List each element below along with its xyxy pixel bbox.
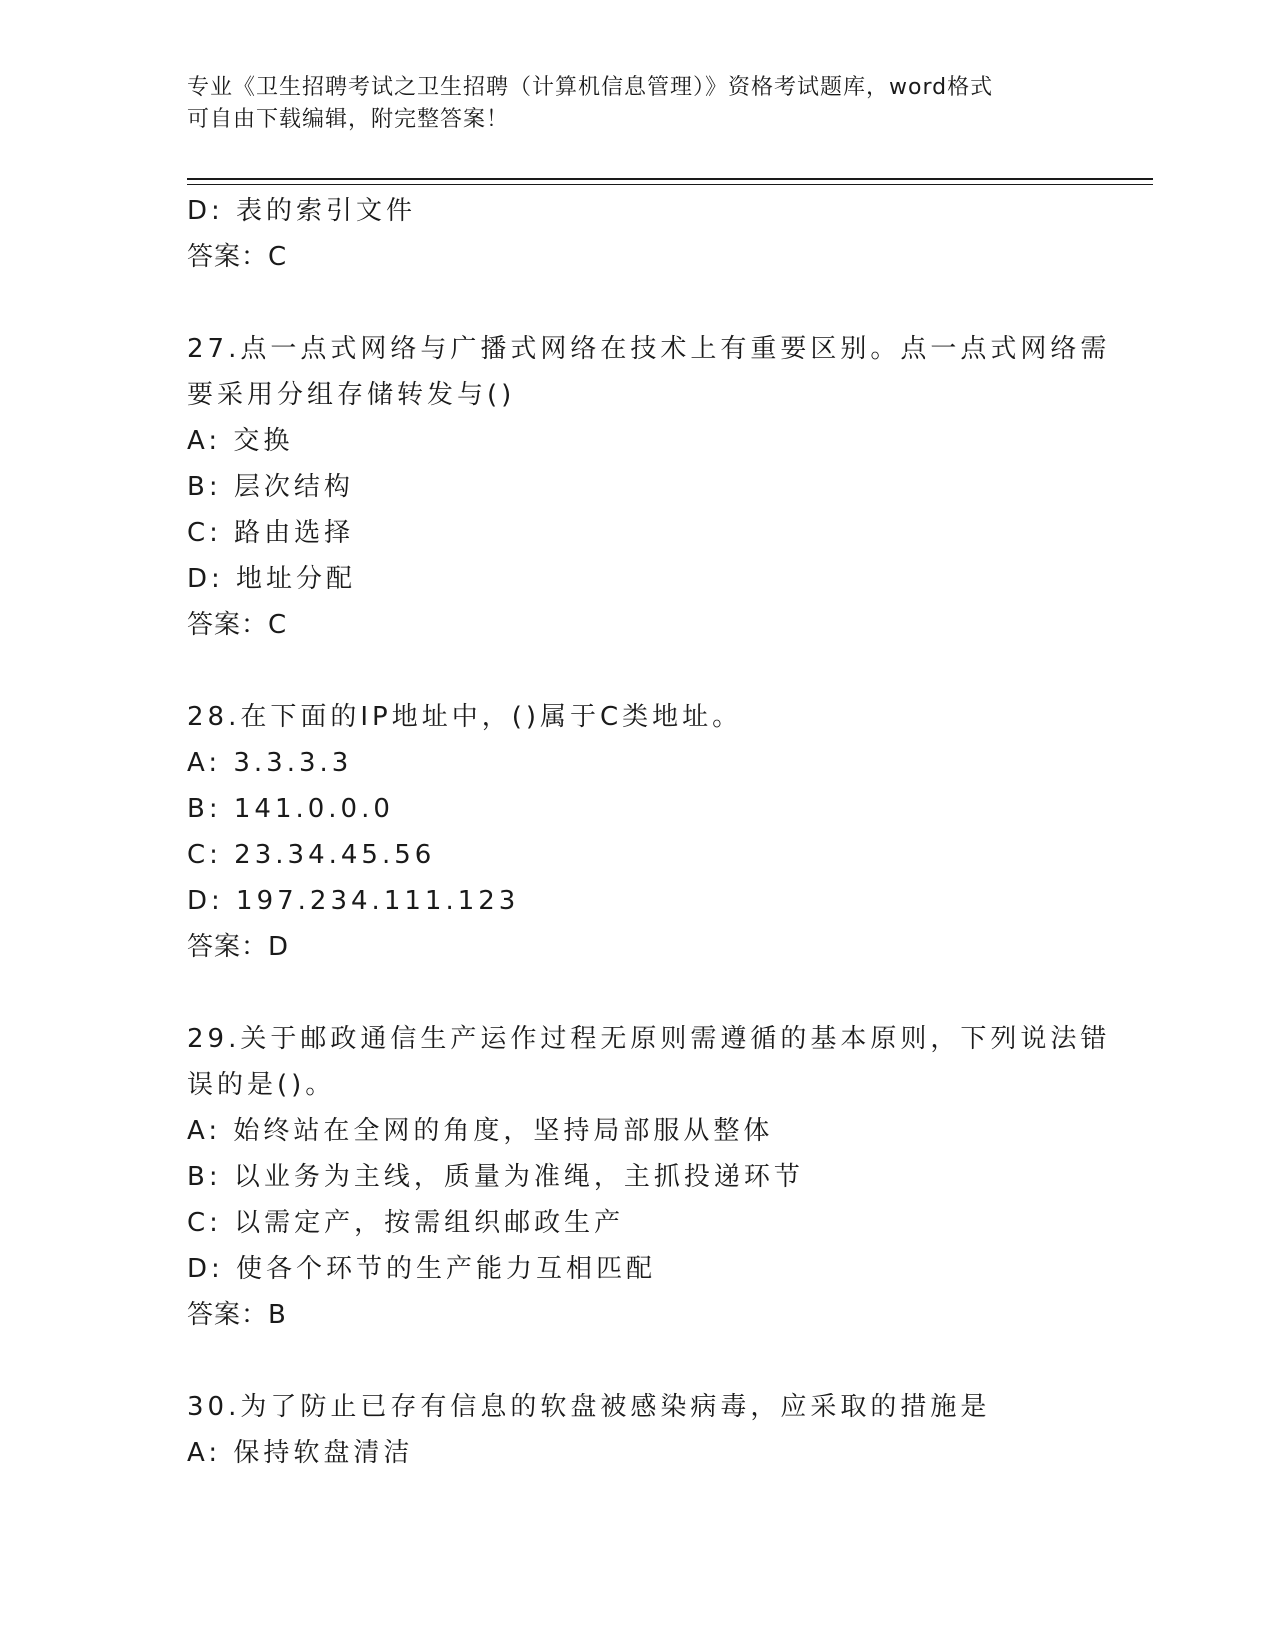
- option-c: C: 23.34.45.56: [187, 840, 436, 870]
- question-stem-continued: 误的是()。: [187, 1070, 336, 1100]
- spacer: [187, 970, 1087, 1016]
- question-stem: 29.关于邮政通信生产运作过程无原则需遵循的基本原则，下列说法错: [187, 1024, 1111, 1054]
- option-a: A: 3.3.3.3: [187, 748, 353, 778]
- question-stem-continued: 要采用分组存储转发与(): [187, 380, 516, 410]
- question-29: [187, 1016, 1111, 1338]
- prev-option-d: D: 表的索引文件: [187, 196, 417, 226]
- header-divider-thick: [187, 178, 1153, 180]
- option-b: B: 以业务为主线，质量为准绳，主抓投递环节: [187, 1162, 804, 1192]
- question-27: [187, 326, 1111, 648]
- option-a: A: 交换: [187, 426, 294, 456]
- option-c: C: 路由选择: [187, 518, 355, 548]
- spacer: [187, 648, 1087, 694]
- option-c: C: 以需定产，按需组织邮政生产: [187, 1208, 625, 1238]
- option-d: D: 地址分配: [187, 564, 357, 594]
- question-stem: 27.点一点式网络与广播式网络在技术上有重要区别。点一点式网络需: [187, 334, 1111, 364]
- option-a: A: 保持软盘清洁: [187, 1438, 414, 1468]
- question-28: [187, 694, 1087, 970]
- option-d: D: 197.234.111.123: [187, 886, 520, 916]
- option-a: A: 始终站在全网的角度，坚持局部服从整体: [187, 1116, 774, 1146]
- question-30: [187, 1384, 1087, 1476]
- header-divider-thin: [187, 184, 1153, 185]
- question-body: [187, 188, 1111, 1476]
- option-b: B: 层次结构: [187, 472, 354, 502]
- header-line-2: 可自由下载编辑，附完整答案！: [187, 107, 510, 132]
- question-stem: 28.在下面的IP地址中，()属于C类地址。: [187, 702, 743, 732]
- spacer: [187, 1338, 1087, 1384]
- question-stem: 30.为了防止已存有信息的软盘被感染病毒，应采取的措施是: [187, 1392, 991, 1422]
- answer: 答案：B: [187, 1300, 287, 1330]
- answer: 答案：D: [187, 932, 290, 962]
- answer: 答案：C: [187, 610, 288, 640]
- prev-answer: 答案：C: [187, 242, 288, 272]
- document-header: [187, 72, 1087, 136]
- option-b: B: 141.0.0.0: [187, 794, 394, 824]
- header-line-1: 专业《卫生招聘考试之卫生招聘（计算机信息管理）》资格考试题库，word格式: [187, 75, 994, 100]
- spacer: [187, 280, 1087, 326]
- option-d: D: 使各个环节的生产能力互相匹配: [187, 1254, 657, 1284]
